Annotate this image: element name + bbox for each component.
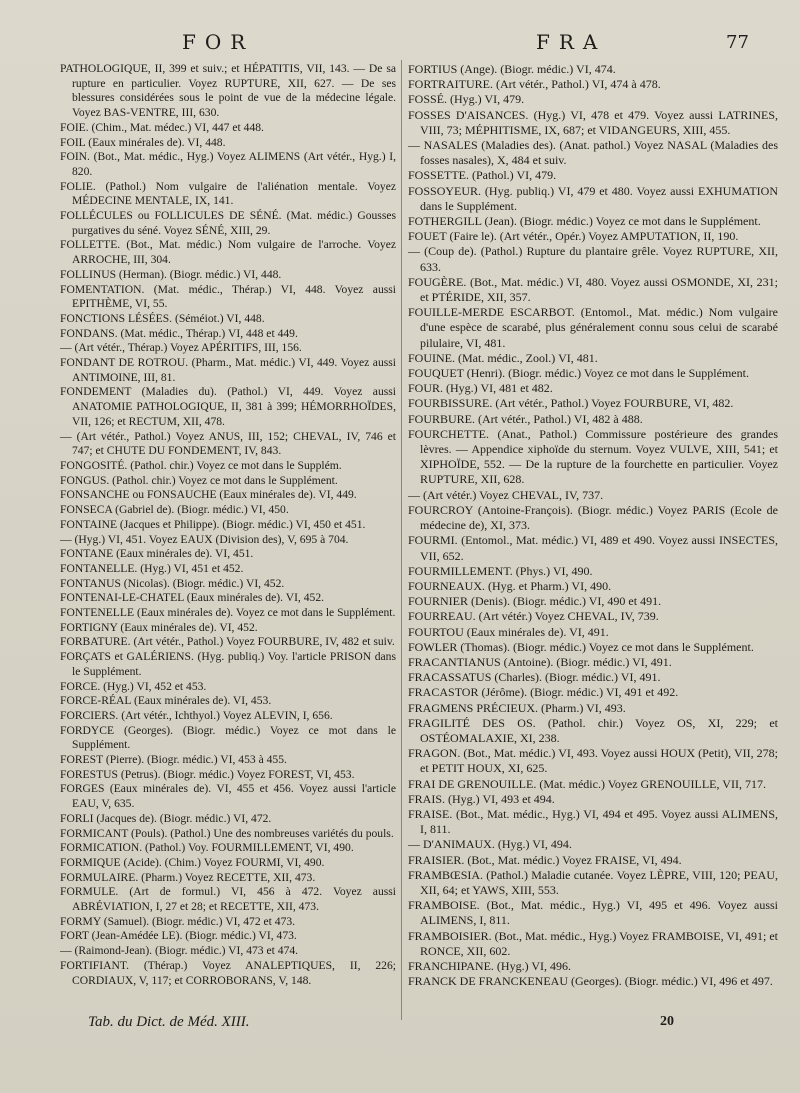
- index-entry: FONDANS. (Mat. médic., Thérap.) VI, 448 et 449.: [60, 326, 298, 340]
- index-entry: FRAGILITÉ DES OS. (Pathol. chir.) Voyez OS, XI, 229; et OSTÉOMALAXIE, XI, 238.: [408, 715, 778, 745]
- index-entry: FOLIE. (Pathol.) Nom vulgaire de l'aliénation mentale. Voyez MÉDECINE MENTALE, IX, 141.: [60, 179, 396, 208]
- index-entry: FONTANE (Eaux minérales de). VI, 451.: [60, 547, 254, 561]
- index-entry: FORGES (Eaux minérales de). VI, 455 et 456. Voyez aussi l'article EAU, V, 635.: [60, 782, 396, 811]
- index-entry: — (Hyg.) VI, 451. Voyez EAUX (Division des), V, 695 à 704.: [60, 532, 349, 546]
- index-entry: FORMICANT (Pouls). (Pathol.) Une des nombreuses variétés du pouls.: [60, 826, 394, 840]
- running-header: [0, 30, 800, 60]
- index-entry: FRAIS. (Hyg.) VI, 493 et 494.: [408, 791, 555, 806]
- index-entry: — (Art vétér., Thérap.) Voyez APÉRITIFS, III, 156.: [60, 341, 302, 355]
- index-entry: FONTENELLE (Eaux minérales de). Voyez ce mot dans le Supplément.: [60, 606, 396, 620]
- index-entry: FOSSES D'AISANCES. (Hyg.) VI, 478 et 479. Voyez aussi LATRINES, VIII, 73; MÉPHITISME, IX, 687; et VIDANGEURS, XIII, 455.: [408, 107, 778, 137]
- index-entry: FOLLETTE. (Bot., Mat. médic.) Nom vulgaire de l'arroche. Voyez ARROCHE, III, 304.: [60, 238, 396, 267]
- index-entry: FRAI DE GRENOUILLE. (Mat. médic.) Voyez GRENOUILLE, VII, 717.: [408, 776, 766, 791]
- index-entry: FOURNEAUX. (Hyg. et Pharm.) VI, 490.: [408, 578, 612, 593]
- index-entry: FOUILLE-MERDE ESCARBOT. (Entomol., Mat. médic.) Nom vulgaire d'une espèce de scarabé, plus généralement connu sous celui de scarabé pilulaire, VI, 481.: [408, 305, 778, 350]
- index-entry: FOIE. (Chim., Mat. médec.) VI, 447 et 448.: [60, 120, 264, 134]
- index-entry: FONDEMENT (Maladies du). (Pathol.) VI, 449. Voyez aussi ANATOMIE PATHOLOGIQUE, II, 381 à 399; HÉMORRHOÏDES, VII, 126; et RECTUM, XII, 478.: [60, 385, 396, 428]
- index-entry: FOURMILLEMENT. (Phys.) VI, 490.: [408, 563, 593, 578]
- index-entry: FRAGMENS PRÉCIEUX. (Pharm.) VI, 493.: [408, 700, 626, 715]
- index-entry: FONSANCHE ou FONSAUCHE (Eaux minérales de). VI, 449.: [60, 488, 357, 502]
- index-entry: FOUET (Faire le). (Art vétér., Opér.) Voyez AMPUTATION, II, 190.: [408, 229, 739, 244]
- index-entry: FONSECA (Gabriel de). (Biogr. médic.) VI, 450.: [60, 503, 289, 517]
- index-entry: FOLLINUS (Herman). (Biogr. médic.) VI, 448.: [60, 267, 282, 281]
- index-entry: FORCIERS. (Art vétér., Ichthyol.) Voyez ALEVIN, I, 656.: [60, 708, 333, 722]
- index-entry: FOSSÉ. (Hyg.) VI, 479.: [408, 92, 525, 107]
- index-entry: FRANCK DE FRANCKENEAU (Georges). (Biogr. médic.) VI, 496 et 497.: [408, 974, 773, 989]
- index-entry: FOUGÈRE. (Bot., Mat. médic.) VI, 480. Voyez aussi OSMONDE, XI, 231; et PTÉRIDE, XII, 357.: [408, 274, 778, 305]
- index-entry: FRAISIER. (Bot., Mat. médic.) Voyez FRAISE, VI, 494.: [408, 852, 682, 867]
- index-entry: FRAMBOISIER. (Bot., Mat. médic., Hyg.) Voyez FRAMBOISE, VI, 491; et RONCE, XII, 602.: [408, 928, 779, 958]
- column-divider: [401, 60, 402, 1020]
- index-entry: FONTANELLE. (Hyg.) VI, 451 et 452.: [60, 561, 244, 575]
- index-entry: FOURMI. (Entomol., Mat. médic.) VI, 489 et 490. Voyez aussi INSECTES, VII, 652.: [408, 533, 778, 563]
- right-running-headword: FRA: [536, 30, 607, 54]
- index-entry: FOURNIER (Denis). (Biogr. médic.) VI, 490 et 491.: [408, 594, 662, 609]
- index-entry: FORMULE. (Art de formul.) VI, 456 à 472. Voyez aussi ABRÉVIATION, I, 27 et 28; et RECETTE, XII, 473.: [60, 885, 396, 914]
- index-entry: FOUR. (Hyg.) VI, 481 et 482.: [408, 381, 553, 396]
- index-entry: FORTIUS (Ange). (Biogr. médic.) VI, 474.: [408, 62, 616, 76]
- index-entry: — (Art vétér.) Voyez CHEVAL, IV, 737.: [408, 487, 604, 502]
- index-entry: FORTIGNY (Eaux minérales de). VI, 452.: [60, 620, 258, 634]
- index-entry: FRACANTIANUS (Antoine). (Biogr. médic.) VI, 491.: [408, 654, 672, 669]
- index-entry: FRAGON. (Bot., Mat. médic.) VI, 493. Voyez aussi HOUX (Petit), VII, 278; et PETIT HOUX, XI, 625.: [408, 746, 778, 776]
- index-entry: FOUQUET (Henri). (Biogr. médic.) Voyez ce mot dans le Supplément.: [408, 366, 749, 381]
- index-entry: FRAISE. (Bot., Mat. médic., Hyg.) VI, 494 et 495. Voyez aussi ALIMENS, I, 811.: [408, 806, 778, 837]
- index-entry: FORTRAITURE. (Art vétér., Pathol.) VI, 474 à 478.: [408, 77, 661, 92]
- sheet-number: 20: [660, 1014, 674, 1029]
- right-column: [408, 62, 778, 989]
- index-entry: FORBATURE. (Art vétér., Pathol.) Voyez FOURBURE, IV, 482 et suiv.: [60, 635, 395, 649]
- index-entry: FOSSOYEUR. (Hyg. publiq.) VI, 479 et 480. Voyez aussi EXHUMATION dans le Supplément.: [408, 183, 778, 213]
- index-entry: FOMENTATION. (Mat. médic., Thérap.) VI, 448. Voyez aussi EPITHÈME, VI, 55.: [60, 282, 396, 311]
- index-entry: FOWLER (Thomas). (Biogr. médic.) Voyez ce mot dans le Supplément.: [408, 639, 754, 654]
- index-entry: FRACASSATUS (Charles). (Biogr. médic.) VI, 491.: [408, 670, 661, 685]
- index-entry: FORDYCE (Georges). (Biogr. médic.) Voyez ce mot dans le Supplément.: [60, 723, 396, 752]
- index-entry: — (Art vétér., Pathol.) Voyez ANUS, III, 152; CHEVAL, IV, 746 et 747; et CHUTE DU FONDEMENT, IV, 843.: [60, 429, 396, 458]
- index-entry: PATHOLOGIQUE, II, 399 et suiv.; et HÉPATITIS, VII, 143. — De sa rupture en particulier. Voyez RUPTURE, XII, 627. — De ses blessures considérées sous le point de vue de la médecine légale. Voyez BAS-VENTRE, III, 630.: [60, 62, 396, 120]
- page-number: 77: [726, 32, 749, 53]
- index-entry: FORTIFIANT. (Thérap.) Voyez ANALEPTIQUES, II, 226; CORDIAUX, V, 117; et CORROBORANS, V, 148.: [60, 958, 396, 987]
- index-entry: FRAMBOISE. (Bot., Mat. médic., Hyg.) VI, 495 et 496. Voyez aussi ALIMENS, I, 811.: [408, 898, 778, 928]
- index-entry: — (Raimond-Jean). (Biogr. médic.) VI, 473 et 474.: [60, 944, 299, 958]
- index-entry: FOURBISSURE. (Art vétér., Pathol.) Voyez FOURBURE, VI, 482.: [408, 396, 734, 411]
- index-entry: FRANCHIPANE. (Hyg.) VI, 496.: [408, 958, 572, 973]
- index-entry: FONDANT DE ROTROU. (Pharm., Mat. médic.) VI, 449. Voyez aussi ANTIMOINE, III, 81.: [60, 356, 396, 384]
- index-entry: FRACASTOR (Jérôme). (Biogr. médic.) VI, 491 et 492.: [408, 685, 679, 700]
- index-entry: FORMY (Samuel). (Biogr. médic.) VI, 472 et 473.: [60, 914, 296, 928]
- index-entry: FOURCHETTE. (Anat., Pathol.) Commissure postérieure des grandes lèvres. — Appendice xiphoïde du sternum. Voyez VULVE, XIII, 541; et XIPHOÏDE, 552. — De la rupture de la fourchette en particulier. Voyez RUPTURE, XII, 628.: [408, 426, 778, 487]
- signature-line: Tab. du Dict. de Méd. XIII.: [88, 1014, 250, 1030]
- index-entry: — D'ANIMAUX. (Hyg.) VI, 494.: [408, 837, 572, 852]
- page-footer: [0, 1014, 800, 1038]
- index-entry: FOIN. (Bot., Mat. médic., Hyg.) Voyez ALIMENS (Art vétér., Hyg.) I, 820.: [60, 150, 396, 178]
- index-entry: FOREST (Pierre). (Biogr. médic.) VI, 453 à 455.: [60, 753, 287, 767]
- index-entry: FOUINE. (Mat. médic., Zool.) VI, 481.: [408, 350, 598, 365]
- index-entry: FORCE-RÉAL (Eaux minérales de). VI, 453.: [60, 694, 272, 708]
- index-entry: FOURREAU. (Art vétér.) Voyez CHEVAL, IV, 739.: [408, 609, 659, 624]
- index-entry: FOURTOU (Eaux minérales de). VI, 491.: [408, 624, 609, 639]
- index-entry: FOSSETTE. (Pathol.) VI, 479.: [408, 168, 557, 183]
- left-running-headword: FOR: [182, 30, 255, 54]
- index-entry: FORCE. (Hyg.) VI, 452 et 453.: [60, 679, 207, 693]
- index-entry: FOURCROY (Antoine-François). (Biogr. médic.) Voyez PARIS (Ecole de médecine de), XI, 373.: [408, 502, 778, 533]
- index-entry: FORT (Jean-Amédée LE). (Biogr. médic.) VI, 473.: [60, 929, 297, 943]
- index-entry: FORLI (Jacques de). (Biogr. médic.) VI, 472.: [60, 811, 272, 825]
- index-entry: FORMIQUE (Acide). (Chim.) Voyez FOURMI, VI, 490.: [60, 855, 325, 869]
- index-entry: FOLLÉCULES ou FOLLICULES DE SÉNÉ. (Mat. médic.) Gousses purgatives du séné. Voyez SÉNÉ, XIII, 29.: [60, 209, 396, 237]
- index-entry: FONCTIONS LÉSÉES. (Séméiot.) VI, 448.: [60, 311, 265, 325]
- index-entry: FOTHERGILL (Jean). (Biogr. médic.) Voyez ce mot dans le Supplément.: [408, 214, 761, 229]
- index-entry: FORMICATION. (Pathol.) Voy. FOURMILLEMENT, VI, 490.: [60, 841, 354, 855]
- index-entry: FONTANUS (Nicolas). (Biogr. médic.) VI, 452.: [60, 576, 285, 590]
- index-entry: FONGUS. (Pathol. chir.) Voyez ce mot dans le Supplément.: [60, 473, 338, 487]
- index-entry: FORMULAIRE. (Pharm.) Voyez RECETTE, XII, 473.: [60, 870, 316, 884]
- index-entry: FORÇATS et GALÉRIENS. (Hyg. publiq.) Voy. l'article PRISON dans le Supplément.: [60, 650, 396, 678]
- index-entry: FRAMBŒSIA. (Pathol.) Maladie cutanée. Voyez LÈPRE, VIII, 120; PEAU, XII, 64; et YAWS, XIII, 553.: [408, 867, 778, 897]
- index-entry: FONTAINE (Jacques et Philippe). (Biogr. médic.) VI, 450 et 451.: [60, 517, 366, 531]
- index-entry: FONGOSITÉ. (Pathol. chir.) Voyez ce mot dans le Supplém.: [60, 458, 342, 472]
- index-entry: FOURBURE. (Art vétér., Pathol.) VI, 482 à 488.: [408, 411, 643, 426]
- left-column: [60, 62, 396, 988]
- index-entry: FORESTUS (Petrus). (Biogr. médic.) Voyez FOREST, VI, 453.: [60, 767, 355, 781]
- index-entry: FONTENAI-LE-CHATEL (Eaux minérales de). VI, 452.: [60, 591, 325, 605]
- index-entry: FOIL (Eaux minérales de). VI, 448.: [60, 135, 226, 149]
- index-entry: — NASALES (Maladies des). (Anat. pathol.) Voyez NASAL (Maladies des fosses nasales), X, 484 et suiv.: [408, 138, 778, 168]
- index-entry: — (Coup de). (Pathol.) Rupture du plantaire grêle. Voyez RUPTURE, XII, 633.: [408, 244, 778, 274]
